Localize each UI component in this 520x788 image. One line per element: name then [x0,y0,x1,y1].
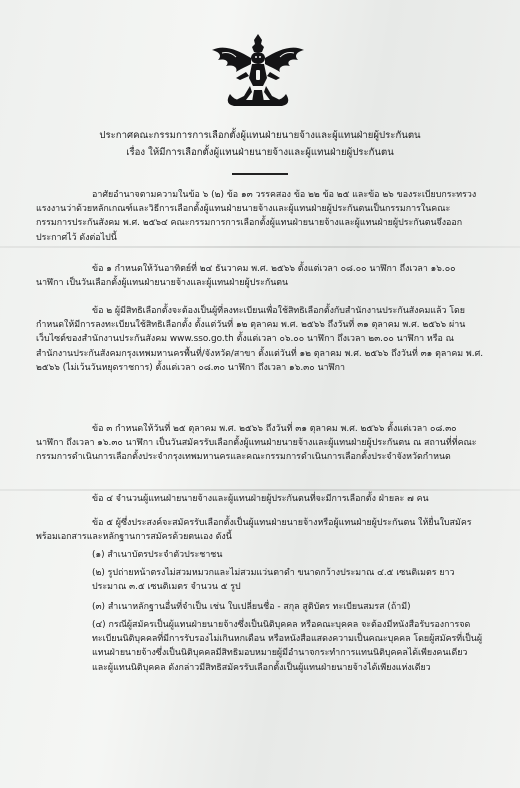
title-underline [232,173,288,175]
clause-5-item-4: (๔) กรณีผู้สมัครเป็นผู้แทนฝ่ายนายจ้างซึ่งเป็นนิติบุคคล หรือคณะบุคคล จะต้องมีหนังสือรับรองการจดทะเบียนนิติบุคคลที่มีการรับรองไม่เกินหกเดือน หรือหนังสือแสดงความเป็นคณะบุคคล โดยผู้สมัครที่เป็นผู้แทนฝ่ายนายจ้างซึ่งเป็นนิติบุคคลมีสิทธิมอบหมายผู้มีอำนาจกระทำการแทนนิติบุคคลได้เพียงคนเดียว และผู้แทนนิติบุคคล ดังกล่าวมีสิทธิสมัครรับเลือกตั้งเป็นผู้แทนฝ่ายนายจ้างได้เพียงแห่งเดียว [92,620,483,673]
paper-fold-line [0,246,520,248]
notice-subject: เรื่อง ให้มีการเลือกตั้งผู้แทนฝ่ายนายจ้างและผู้แทนฝ่ายผู้ประกันตน [126,147,394,158]
clause-1: ข้อ ๑ กำหนดให้วันอาทิตย์ที่ ๒๔ ธันวาคม พ.ศ. ๒๕๖๖ ตั้งแต่เวลา ๐๘.๐๐ นาฬิกา ถึงเวลา ๑๖.๐๐ นาฬิกา เป็นวันเลือกตั้งผู้แทนฝ่ายนายจ้างและผู้แทนฝ่ายผู้ประกันตน [36,264,456,289]
clause-5-item-3: (๓) สำเนาหลักฐานอื่นที่จำเป็น เช่น ใบเปลี่ยนชื่อ - สกุล สูติบัตร ทะเบียนสมรส (ถ้ามี) [92,602,411,612]
clause-3: ข้อ ๓ กำหนดให้วันที่ ๒๕ ตุลาคม พ.ศ. ๒๕๖๖ ถึงวันที่ ๓๑ ตุลาคม พ.ศ. ๒๕๖๖ ตั้งแต่เวลา ๐๘.๓๐ นาฬิกา ถึงเวลา ๑๖.๓๐ นาฬิกา เป็นวันสมัครรับเลือกตั้งผู้แทนฝ่ายนายจ้างและผู้แทนฝ่ายผู้ประกันตน ณ สถานที่ที่คณะกรรมการดำเนินการเลือกตั้งประจำกรุงเทพมหานครและคณะกรรมการดำเนินการเลือกตั้งประจำจังหวัดกำหนด [36,424,477,463]
notice-title: ประกาศคณะกรรมการการเลือกตั้งผู้แทนฝ่ายนายจ้างและผู้แทนฝ่ายผู้ประกันตน [99,130,421,141]
clause-2: ข้อ ๒ ผู้มีสิทธิเลือกตั้งจะต้องเป็นผู้ที่ลงทะเบียนเพื่อใช้สิทธิเลือกตั้งกับสำนักงานประกันสังคมแล้ว โดยกำหนดให้มีการลงทะเบียนใช้สิทธิเลือกตั้ง ตั้งแต่วันที่ ๑๒ ตุลาคม พ.ศ. ๒๕๖๖ ถึงวันที่ ๓๑ ตุลาคม พ.ศ. ๒๕๖๖ ผ่านเว็บไซต์ของสำนักงานประกันสังคม www.sso.go.th ตั้งแต่เวลา ๐๖.๐๐ นาฬิกา ถึงเวลา ๒๓.๐๐ นาฬิกา หรือ ณ สำนักงานประกันสังคมกรุงเทพมหานครพื้นที่/จังหวัด/สาขา ตั้งแต่วันที่ ๑๒ ตุลาคม พ.ศ. ๒๕๖๖ ถึงวันที่ ๓๑ ตุลาคม พ.ศ. ๒๕๖๖ (ไม่เว้นวันหยุดราชการ) ตั้งแต่เวลา ๐๘.๓๐ นาฬิกา ถึงเวลา ๑๖.๓๐ นาฬิกา [36,306,484,373]
clause-4: ข้อ ๔ จำนวนผู้แทนฝ่ายนายจ้างและผู้แทนฝ่ายผู้ประกันตนที่จะมีการเลือกตั้ง ฝ่ายละ ๗ คน [92,494,429,504]
clause-5-item-1: (๑) สำเนาบัตรประจำตัวประชาชน [92,550,223,560]
clause-5-item-2: (๒) รูปถ่ายหน้าตรงไม่สวมหมวกและไม่สวมแว่นตาดำ ขนาดกว้างประมาณ ๔.๕ เซนติเมตร ยาวประมาณ ๓.๕ เซนติเมตร จำนวน ๕ รูป [92,568,455,593]
garuda-emblem-icon [206,28,310,112]
clause-5: ข้อ ๕ ผู้ซึ่งประสงค์จะสมัครรับเลือกตั้งเป็นผู้แทนฝ่ายนายจ้างหรือผู้แทนฝ่ายผู้ประกันตน ให้ยื่นใบสมัครพร้อมเอกสารและหลักฐานการสมัครด้วยตนเอง ดังนี้ [36,518,472,543]
paper-fold-line [0,489,520,491]
preamble-paragraph: อาศัยอำนาจตามความในข้อ ๖ (๒) ข้อ ๑๓ วรรคสอง ข้อ ๒๒ ข้อ ๒๕ และข้อ ๒๖ ของระเบียบกระทรวงแรงงานว่าด้วยหลักเกณฑ์และวิธีการเลือกตั้งผู้แทนฝ่ายนายจ้างและผู้แทนฝ่ายผู้ประกันตนเป็นกรรมการในคณะกรรมการประกันสังคม พ.ศ. ๒๕๖๔ คณะกรรมการการเลือกตั้งผู้แทนฝ่ายนายจ้างและผู้แทนฝ่ายผู้ประกันตนจึงออกประกาศไว้ ดังต่อไปนี้ [36,190,477,243]
